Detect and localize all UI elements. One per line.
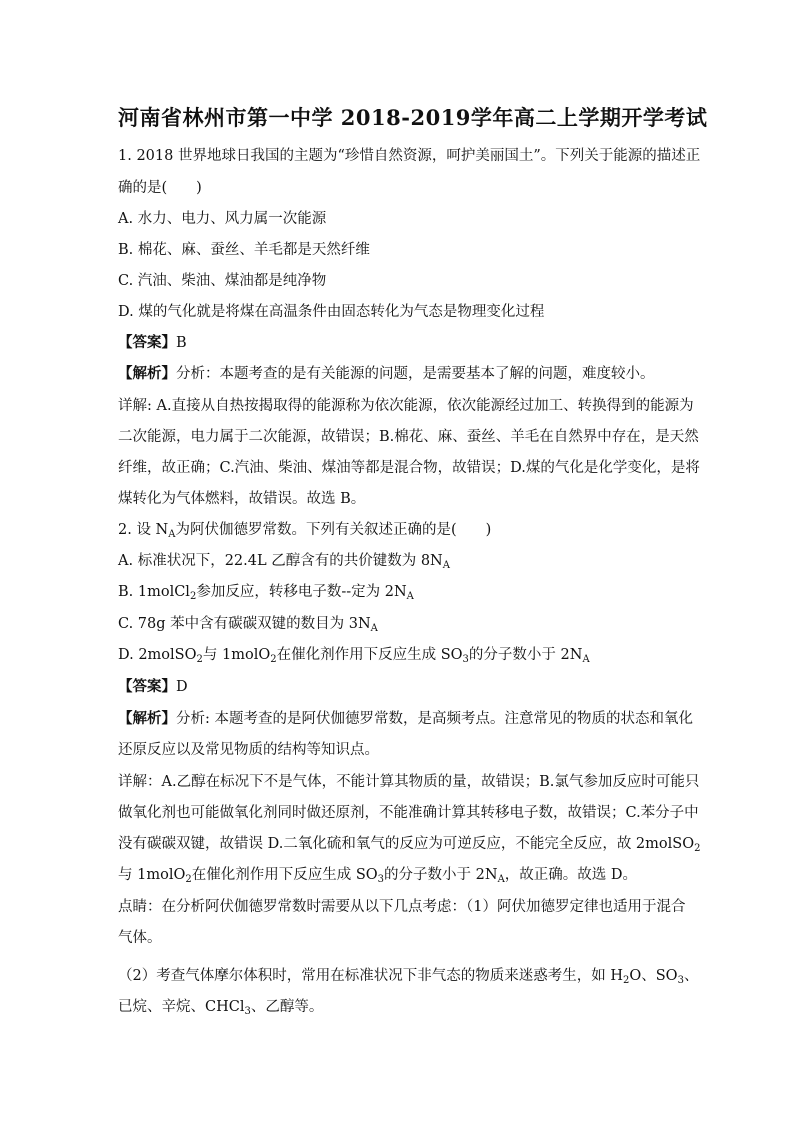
q2-option-b-text-2: 参加反应，转移电子数--定为 2N — [196, 584, 407, 600]
q2-option-d-subscript-4: A — [582, 654, 590, 665]
q2-analysis-line-2: 还原反应以及常见物质的结构等知识点。 — [118, 742, 379, 758]
q2-detail-line-3-text: 没有碳碳双键，故错误 D.二氧化硫和氧气的反应为可逆反应，不能完全反应，故 2molSO — [118, 836, 695, 852]
q2-option-c-subscript: A — [370, 623, 378, 634]
q2-option-d-subscript-2: 2 — [270, 654, 277, 665]
q1-stem-line-2: 确的是( ) — [118, 180, 202, 196]
q2-note-line-3-subscript-2: 3 — [677, 975, 684, 986]
q2-detail-line-1: 详解：A.乙醇在标况下不是气体，不能计算其物质的量，故错误；B.氯气参加反应时可能只 — [118, 774, 700, 790]
q1-analysis-text: 分析：本题考查的是有关能源的问题，是需要基本了解的问题，难度较小。 — [176, 366, 655, 382]
document-title: 河南省林州市第一中学 2018-2019学年高二上学期开学考试 — [118, 105, 708, 130]
q1-option-a: A. 水力、电力、风力属一次能源 — [118, 211, 327, 227]
q1-answer-line — [118, 331, 187, 352]
q2-option-a-text: A. 标准状况下，22.4L 乙醇含有的共价键数为 8N — [118, 553, 443, 569]
q2-note-line-3 — [118, 964, 698, 985]
q2-analysis-label: 【解析】 — [118, 710, 176, 727]
q2-note-line-3-text-2: O、SO — [629, 968, 678, 984]
q2-option-d-subscript-1: 2 — [196, 654, 203, 665]
q2-option-b-subscript-2: A — [406, 591, 414, 602]
q2-analysis-line — [118, 707, 693, 728]
q2-note-line-4-text-2: 、乙醇等。 — [250, 999, 324, 1015]
q2-note-line-1: 点睛：在分析阿伏伽德罗常数时需要从以下几点考虑：（1）阿伏加德罗定律也适用于混合 — [118, 899, 686, 915]
q1-option-b: B. 棉花、麻、蚕丝、羊毛都是天然纤维 — [118, 242, 370, 258]
q2-analysis-text: 分析: 本题考查的是阿伏伽德罗常数，是高频考点。注意常见的物质的状态和氧化 — [176, 711, 693, 727]
q2-detail-line-4-text-1: 与 1molO — [118, 867, 186, 883]
q2-answer-value: D — [176, 679, 188, 695]
q2-option-c-text: C. 78g 苯中含有碳碳双键的数目为 3N — [118, 616, 371, 632]
q2-option-d-text-3: 在催化剂作用下反应生成 SO — [276, 647, 463, 663]
q2-option-d-subscript-3: 3 — [462, 654, 469, 665]
q2-detail-line-2: 做氧化剂也可能做氧化剂同时做还原剂，不能准确计算其转移电子数，故错误；C.苯分子中 — [118, 805, 699, 821]
q2-option-a — [118, 549, 450, 570]
q2-option-d-text-2: 与 1molO — [202, 647, 271, 663]
q2-answer-label: 【答案】 — [118, 678, 176, 695]
q1-option-d: D. 煤的气化就是将煤在高温条件由固态转化为气态是物理变化过程 — [118, 304, 545, 320]
q1-detail-line-2: 二次能源，电力属于二次能源，故错误；B.棉花、麻、蚕丝、羊毛在自然界中存在，是天然 — [118, 429, 699, 445]
q1-stem-line-1: 1. 2018 世界地球日我国的主题为“珍惜自然资源，呵护美丽国土”。下列关于能源的描述正 — [118, 148, 701, 164]
q2-detail-line-4-subscript-1: 2 — [185, 874, 192, 885]
q2-detail-line-3-subscript: 2 — [694, 843, 701, 854]
q1-detail-line-1: 详解: A.直接从自热按揭取得的能源称为依次能源，依次能源经过加工、转换得到的能源为 — [118, 398, 694, 414]
q2-detail-line-3 — [118, 832, 700, 853]
q2-note-line-4-text-1: 已烷、辛烷、CHCl — [118, 999, 245, 1015]
q2-option-b-subscript-1: 2 — [189, 591, 197, 602]
q1-analysis-label: 【解析】 — [118, 365, 176, 382]
q2-note-line-3-subscript-1: 2 — [622, 975, 630, 986]
q2-option-d — [118, 643, 590, 664]
q2-note-line-4 — [118, 995, 323, 1016]
q2-option-c — [118, 612, 378, 633]
q2-stem-text: 2. 设 N — [118, 522, 169, 538]
q2-detail-line-4-subscript-3: A — [497, 874, 505, 885]
q2-detail-line-4-text-2: 在催化剂作用下反应生成 SO — [191, 867, 378, 883]
q2-note-line-4-subscript: 3 — [244, 1006, 251, 1017]
q1-option-c: C. 汽油、柴油、煤油都是纯净物 — [118, 273, 327, 289]
q1-answer-label: 【答案】 — [118, 334, 176, 351]
q2-stem — [118, 518, 491, 539]
q1-analysis-line — [118, 362, 655, 383]
q2-stem-subscript: A — [168, 529, 176, 540]
q2-option-a-subscript: A — [442, 560, 450, 571]
q1-detail-line-4: 煤转化为气体燃料，故错误。故选 B。 — [118, 491, 366, 507]
q2-option-d-text-1: D. 2molSO — [118, 647, 197, 663]
q2-stem-text-2: 为阿伏伽德罗常数。下列有关叙述正确的是( ) — [175, 522, 492, 538]
q2-note-line-3-text-1: （2）考查气体摩尔体积时，常用在标准状况下非气态的物质来迷惑考生，如 H — [118, 968, 623, 984]
q2-option-b — [118, 580, 414, 601]
q2-answer-line — [118, 675, 188, 696]
q2-detail-line-4 — [118, 863, 637, 884]
q2-detail-line-4-subscript-2: 3 — [377, 874, 385, 885]
q2-option-d-text-4: 的分子数小于 2N — [468, 647, 583, 663]
q1-answer-value: B — [176, 335, 187, 351]
q2-note-line-2: 气体。 — [118, 930, 162, 946]
q1-detail-line-3: 纤维，故正确；C.汽油、柴油、煤油等都是混合物，故错误；D.煤的气化是化学变化，是将 — [118, 460, 700, 476]
q2-detail-line-4-text-4: ，故正确。故选 D。 — [504, 867, 638, 883]
q2-detail-line-4-text-3: 的分子数小于 2N — [384, 867, 498, 883]
q2-option-b-text: B. 1molCl — [118, 584, 190, 600]
q2-note-line-3-text-3: 、 — [683, 968, 699, 984]
